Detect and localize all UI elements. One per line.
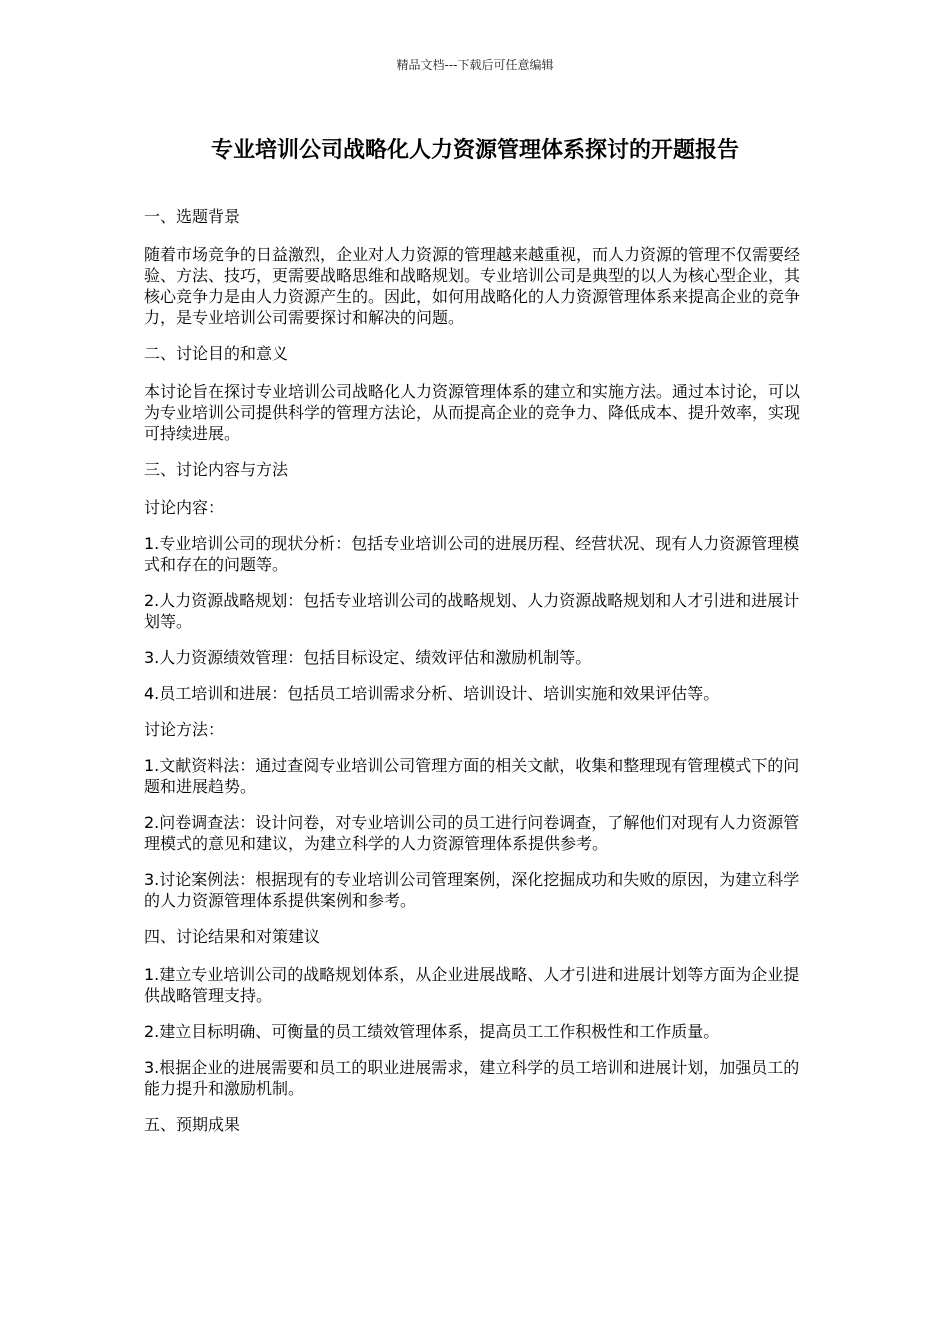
- list-item: 1.建立专业培训公司的战略规划体系，从企业进展战略、人才引进和进展计划等方面为企业提供战略管理支持。: [144, 965, 800, 1005]
- list-item: 1.专业培训公司的现状分析：包括专业培训公司的进展历程、经营状况、现有人力资源管理模式和存在的问题等。: [144, 534, 800, 574]
- page-header: 精品文档---下载后可任意编辑: [396, 58, 554, 72]
- paragraph: 讨论方法：: [144, 720, 225, 739]
- section-heading: 二、讨论目的和意义: [144, 344, 289, 363]
- document-body: [144, 206, 812, 1152]
- list-item: 3.人力资源绩效管理：包括目标设定、绩效评估和激励机制等。: [144, 648, 592, 667]
- list-item: 2.人力资源战略规划：包括专业培训公司的战略规划、人力资源战略规划和人才引进和进展计划等。: [144, 591, 800, 631]
- paragraph: 讨论内容：: [144, 498, 225, 517]
- section-heading: 五、预期成果: [144, 1115, 241, 1134]
- section-heading: 一、选题背景: [144, 207, 241, 226]
- list-item: 3.根据企业的进展需要和员工的职业进展需求，建立科学的员工培训和进展计划，加强员工的能力提升和激励机制。: [144, 1058, 800, 1098]
- section-heading: 四、讨论结果和对策建议: [144, 927, 321, 946]
- list-item: 2.问卷调查法：设计问卷，对专业培训公司的员工进行问卷调查，了解他们对现有人力资源管理模式的意见和建议，为建立科学的人力资源管理体系提供参考。: [144, 813, 800, 853]
- document-title: 专业培训公司战略化人力资源管理体系探讨的开题报告: [210, 138, 739, 163]
- list-item: 4.员工培训和进展：包括员工培训需求分析、培训设计、培训实施和效果评估等。: [144, 684, 720, 703]
- list-item: 1.文献资料法：通过查阅专业培训公司管理方面的相关文献，收集和整理现有管理模式下的问题和进展趋势。: [144, 756, 800, 796]
- list-item: 3.讨论案例法：根据现有的专业培训公司管理案例，深化挖掘成功和失败的原因，为建立科学的人力资源管理体系提供案例和参考。: [144, 870, 800, 910]
- list-item: 2.建立目标明确、可衡量的员工绩效管理体系，提高员工工作积极性和工作质量。: [144, 1022, 720, 1041]
- paragraph: 本讨论旨在探讨专业培训公司战略化人力资源管理体系的建立和实施方法。通过本讨论，可以为专业培训公司提供科学的管理方法论，从而提高企业的竞争力、降低成本、提升效率，实现可持续进展。: [144, 382, 801, 443]
- paragraph: 随着市场竞争的日益激烈，企业对人力资源的管理越来越重视，而人力资源的管理不仅需要经验、方法、技巧，更需要战略思维和战略规划。专业培训公司是典型的以人为核心型企业，其核心竞争力是由人力资源产生的。因此，如何用战略化的人力资源管理体系来提高企业的竞争力，是专业培训公司需要探讨和解决的问题。: [144, 245, 801, 327]
- section-heading: 三、讨论内容与方法: [144, 460, 289, 479]
